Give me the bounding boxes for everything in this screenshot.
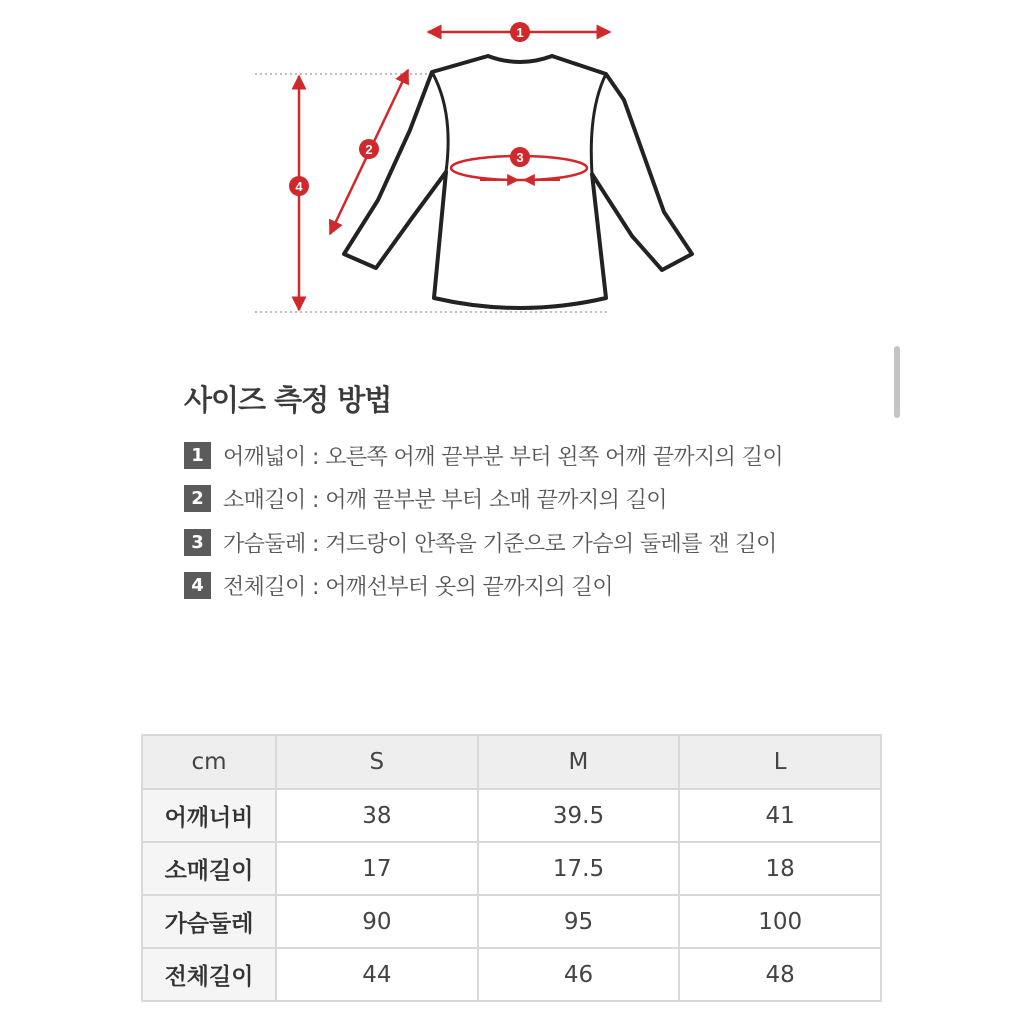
- guide-title: 사이즈 측정 방법: [184, 383, 392, 417]
- number-badge: 1: [184, 442, 211, 469]
- guide-item-text: 가슴둘레 : 겨드랑이 안쪽을 기준으로 가슴의 둘레를 잰 길이: [223, 531, 777, 557]
- row-label: 소매길이: [142, 842, 276, 895]
- svg-text:1: 1: [516, 25, 524, 40]
- size-table: [141, 734, 882, 1002]
- table-row: [142, 789, 881, 842]
- badge-3: [510, 147, 530, 167]
- table-cell: 48: [679, 948, 881, 1001]
- table-cell: 18: [679, 842, 881, 895]
- table-cell: 17.5: [478, 842, 680, 895]
- table-row: [142, 948, 881, 1001]
- table-cell: 100: [679, 895, 881, 948]
- table-cell: 17: [276, 842, 478, 895]
- number-badge: 3: [184, 529, 211, 556]
- table-cell: 39.5: [478, 789, 680, 842]
- table-row: [142, 895, 881, 948]
- guide-item-chest: [184, 525, 783, 559]
- row-label: 가슴둘레: [142, 895, 276, 948]
- table-cell: 44: [276, 948, 478, 1001]
- table-header-row: [142, 735, 881, 789]
- guide-item-sleeve: [184, 482, 783, 516]
- table-cell: 38: [276, 789, 478, 842]
- measurement-guide-list: [184, 438, 783, 612]
- size-header-m: M: [478, 735, 680, 789]
- unit-header: cm: [142, 735, 276, 789]
- guide-item-text: 전체길이 : 어깨선부터 옷의 끝까지의 길이: [223, 575, 613, 600]
- size-measurement-diagram: [0, 0, 1024, 340]
- guide-item-text: 어깨넓이 : 오른쪽 어깨 끝부분 부터 왼쪽 어깨 끝까지의 길이: [223, 444, 784, 470]
- badge-1: [510, 22, 530, 42]
- svg-text:4: 4: [295, 179, 303, 194]
- guide-item-length: [184, 569, 783, 603]
- table-cell: 90: [276, 895, 478, 948]
- scrollbar-thumb[interactable]: [894, 346, 900, 418]
- table-row: [142, 842, 881, 895]
- number-badge: 2: [184, 485, 211, 512]
- table-cell: 46: [478, 948, 680, 1001]
- badge-2: [359, 139, 379, 159]
- number-badge: 4: [184, 572, 211, 599]
- svg-text:3: 3: [516, 150, 524, 165]
- badge-4: [289, 176, 309, 196]
- table-cell: 95: [478, 895, 680, 948]
- table-cell: 41: [679, 789, 881, 842]
- guide-item-text: 소매길이 : 어깨 끝부분 부터 소매 끝까지의 길이: [223, 488, 667, 513]
- size-header-s: S: [276, 735, 478, 789]
- row-label: 어깨너비: [142, 789, 276, 842]
- guide-item-shoulder: [184, 438, 783, 472]
- size-header-l: L: [679, 735, 881, 789]
- row-label: 전체길이: [142, 948, 276, 1001]
- svg-text:2: 2: [365, 142, 373, 157]
